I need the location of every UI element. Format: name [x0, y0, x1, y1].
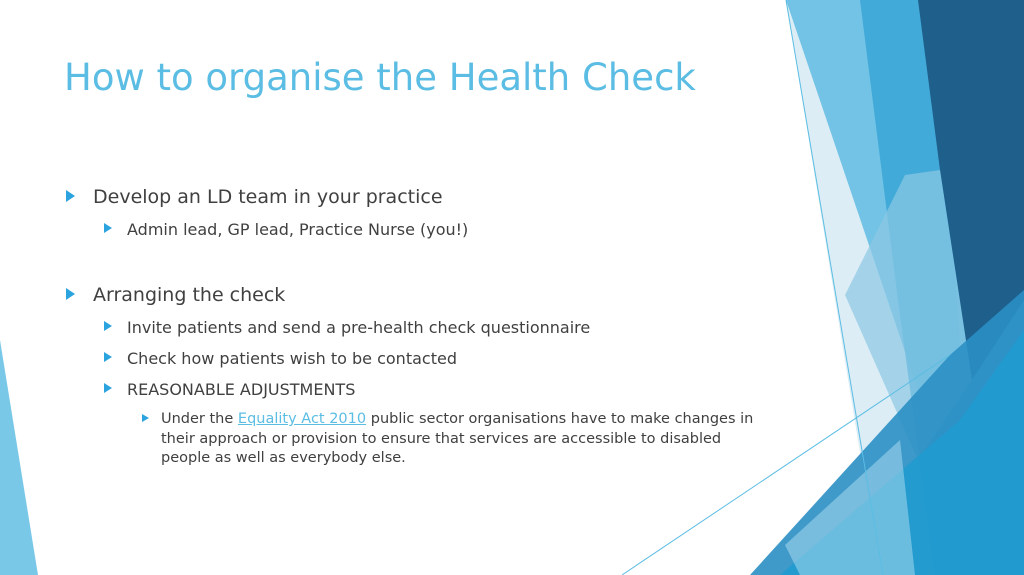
bullet-text-suffix: public sector organisations have to make changes in their approach or provision to ensure that services are accessible to disabled people as well as everybody else. — [161, 411, 754, 466]
slide-title: How to organise the Health Check — [64, 56, 696, 99]
bullet-admin-lead — [127, 220, 468, 239]
bullet-text-prefix: Under the — [161, 411, 238, 427]
triangle-right-icon — [104, 352, 112, 362]
bullet-text: Check how patients wish to be contacted — [127, 349, 457, 368]
triangle-right-icon — [104, 383, 112, 393]
bullet-text: Develop an LD team in your practice — [93, 186, 443, 208]
bullet-arranging-check — [93, 284, 285, 306]
bullet-text: Invite patients and send a pre-health check questionnaire — [127, 318, 591, 337]
equality-act-link[interactable]: Equality Act 2010 — [237, 411, 367, 427]
bullet-text: REASONABLE ADJUSTMENTS — [127, 380, 356, 399]
triangle-right-icon — [104, 223, 112, 233]
bullet-check-contact — [127, 349, 457, 368]
bullet-develop-ld-team — [93, 186, 443, 208]
triangle-right-icon — [142, 414, 149, 422]
bullet-invite-patients — [127, 318, 590, 337]
left-facet — [0, 340, 38, 575]
bullet-reasonable-adjustments — [127, 380, 355, 399]
bullet-text: Arranging the check — [93, 284, 286, 306]
bullet-equality-act — [161, 410, 771, 469]
triangle-right-icon — [104, 321, 112, 331]
triangle-right-icon — [66, 190, 75, 202]
bullet-text: Admin lead, GP lead, Practice Nurse (you!) — [127, 220, 469, 239]
facet-bottom-light — [785, 440, 915, 575]
triangle-right-icon — [66, 288, 75, 300]
